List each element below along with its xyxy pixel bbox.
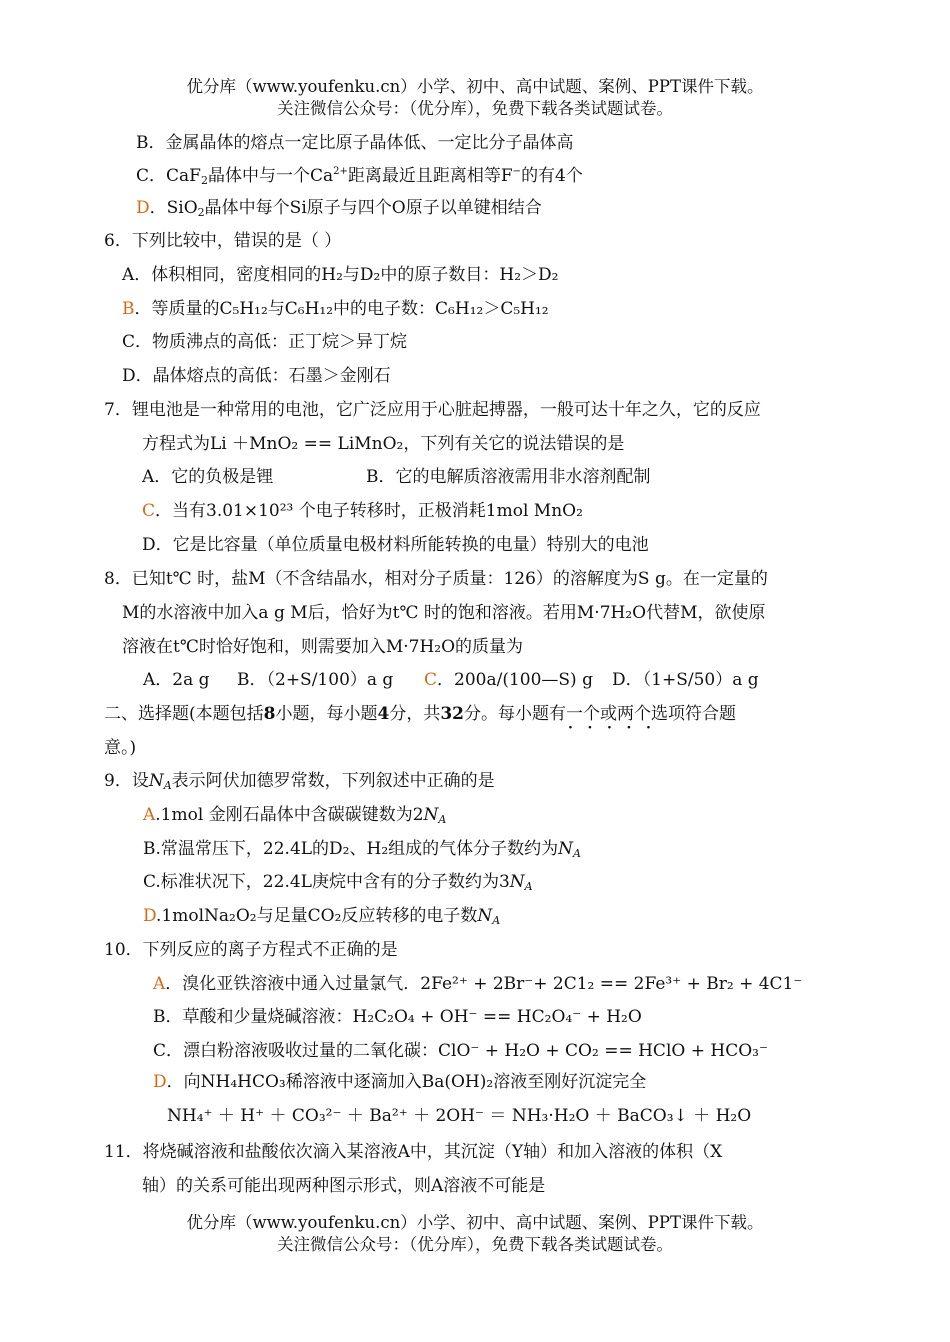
- q10-option-c: C．漂白粉溶液吸收过量的二氧化碳：ClO⁻ + H₂O + CO₂ == HClO + HCO₃⁻: [153, 1041, 768, 1061]
- q8-option-a: A．2a g: [143, 670, 210, 690]
- q11-stem-line-1: 11．将烧碱溶液和盐酸依次滴入某溶液A中，其沉淀（Y轴）和加入溶液的体积（X: [104, 1142, 723, 1162]
- emphasis-dots: 一个或两个 · ·: [566, 702, 651, 726]
- header-line-1: 优分库（www.youfenku.cn）小学、初中、高中试题、案例、PPT课件下载。: [186, 77, 764, 96]
- footer-line-1: 优分库（www.youfenku.cn）小学、初中、高中试题、案例、PPT课件下载。: [186, 1213, 764, 1232]
- section-2-heading: 二、选择题(本题包括8小题，每小题4分，共32分。每小题有一个或两个 · ·选项符合题: [104, 702, 736, 726]
- q9-stem: 9．设$N_A$表示阿伏加德罗常数，下列叙述中正确的是: [104, 771, 495, 792]
- q7-stem-line-2: 方程式为Li ＋MnO₂ == LiMnO₂，下列有关它的说法错误的是: [142, 434, 625, 454]
- q10-option-b: B．草酸和少量烧碱溶液：H₂C₂O₄ + OH⁻ == HC₂O₄⁻ + H₂O: [153, 1007, 642, 1027]
- q7-stem-line-1: 7．锂电池是一种常用的电池，它广泛应用于心脏起搏器，一般可达十年之久，它的反应: [104, 400, 761, 420]
- q5-option-b: B．金属晶体的熔点一定比原子晶体低、一定比分子晶体高: [136, 133, 574, 153]
- q11-stem-line-2: 轴）的关系可能出现两种图示形式，则A溶液不可能是: [142, 1176, 546, 1196]
- q6-option-a: A．体积相同，密度相同的H₂与D₂中的原子数目：H₂＞D₂: [122, 265, 559, 285]
- q9-option-d: D.1molNa₂O₂与足量CO₂反应转移的电子数$N_A$: [143, 906, 501, 927]
- q7-option-c: C．当有3.01×10²³ 个电子转移时，正极消耗1mol MnO₂: [142, 501, 583, 521]
- section-2-heading-line-2: 意。): [104, 738, 137, 758]
- q7-option-a: A．它的负极是锂: [142, 467, 274, 487]
- q9-option-a: A.1mol 金刚石晶体中含碳碳键数为$2N_A$: [143, 805, 447, 826]
- q10-stem: 10．下列反应的离子方程式不正确的是: [104, 940, 398, 960]
- footer-line-2: 关注微信公众号：（优分库），免费下载各类试题试卷。: [277, 1235, 673, 1254]
- q8-stem-line-1: 8．已知t℃ 时，盐M（不含结晶水，相对分子质量：126）的溶解度为S g。在一定量的: [104, 569, 768, 589]
- q8-option-d: D．（1+S/50）a g: [612, 670, 759, 690]
- q8-stem-line-2: M的水溶液中加入a g M后，恰好为t℃ 时的饱和溶液。若用M·7H₂O代替M，欲使原: [122, 603, 766, 623]
- q8-stem-line-3: 溶液在t℃时恰好饱和，则需要加入M·7H₂O的质量为: [122, 637, 524, 657]
- q6-stem: 6．下列比较中，错误的是（ ）: [104, 231, 342, 251]
- q5-option-d: D．SiO$_2$晶体中每个Si原子与四个O原子以单键相结合: [136, 198, 542, 219]
- q9-option-c: C.标准状况下，22.4L庚烷中含有的分子数约为$3N_A$: [143, 872, 533, 893]
- q7-option-d: D．它是比容量（单位质量电极材料所能转换的电量）特别大的电池: [142, 535, 649, 555]
- q9-option-b: B.常温常压下，22.4L的D₂、H₂组成的气体分子数约为$N_A$: [143, 839, 581, 860]
- q5-option-c: C．CaF$_2$晶体中与一个$Ca^{2+}$距离最近且距离相等F−的有4个: [136, 166, 583, 187]
- q10-option-d-equation: NH₄⁺ ＋ H⁺ ＋ CO₃²⁻ ＋ Ba²⁺ ＋ 2OH⁻ ＝ NH₃·H₂O ＋ BaCO₃↓ ＋ H₂O: [167, 1106, 752, 1126]
- q10-option-a: A．溴化亚铁溶液中通入过量氯气．2Fe²⁺ + 2Br⁻+ 2C1₂ == 2Fe³⁺ + Br₂ + 4C1⁻: [153, 974, 803, 994]
- q6-option-d: D．晶体熔点的高低：石墨＞金刚石: [122, 366, 391, 386]
- q6-option-c: C．物质沸点的高低：正丁烷＞异丁烷: [122, 332, 408, 352]
- q10-option-d: D．向NH₄HCO₃稀溶液中逐滴加入Ba(OH)₂溶液至刚好沉淀完全: [153, 1072, 647, 1092]
- q6-option-b: B．等质量的C₅H₁₂与C₆H₁₂中的电子数：C₆H₁₂＞C₅H₁₂: [122, 299, 549, 319]
- q7-option-b: B．它的电解质溶液需用非水溶剂配制: [366, 467, 651, 487]
- header-line-2: 关注微信公众号：（优分库），免费下载各类试题试卷。: [277, 99, 673, 118]
- q8-option-c: C．200a/(100—S) g: [424, 670, 593, 690]
- q8-option-b: B．（2+S/100）a g: [237, 670, 394, 690]
